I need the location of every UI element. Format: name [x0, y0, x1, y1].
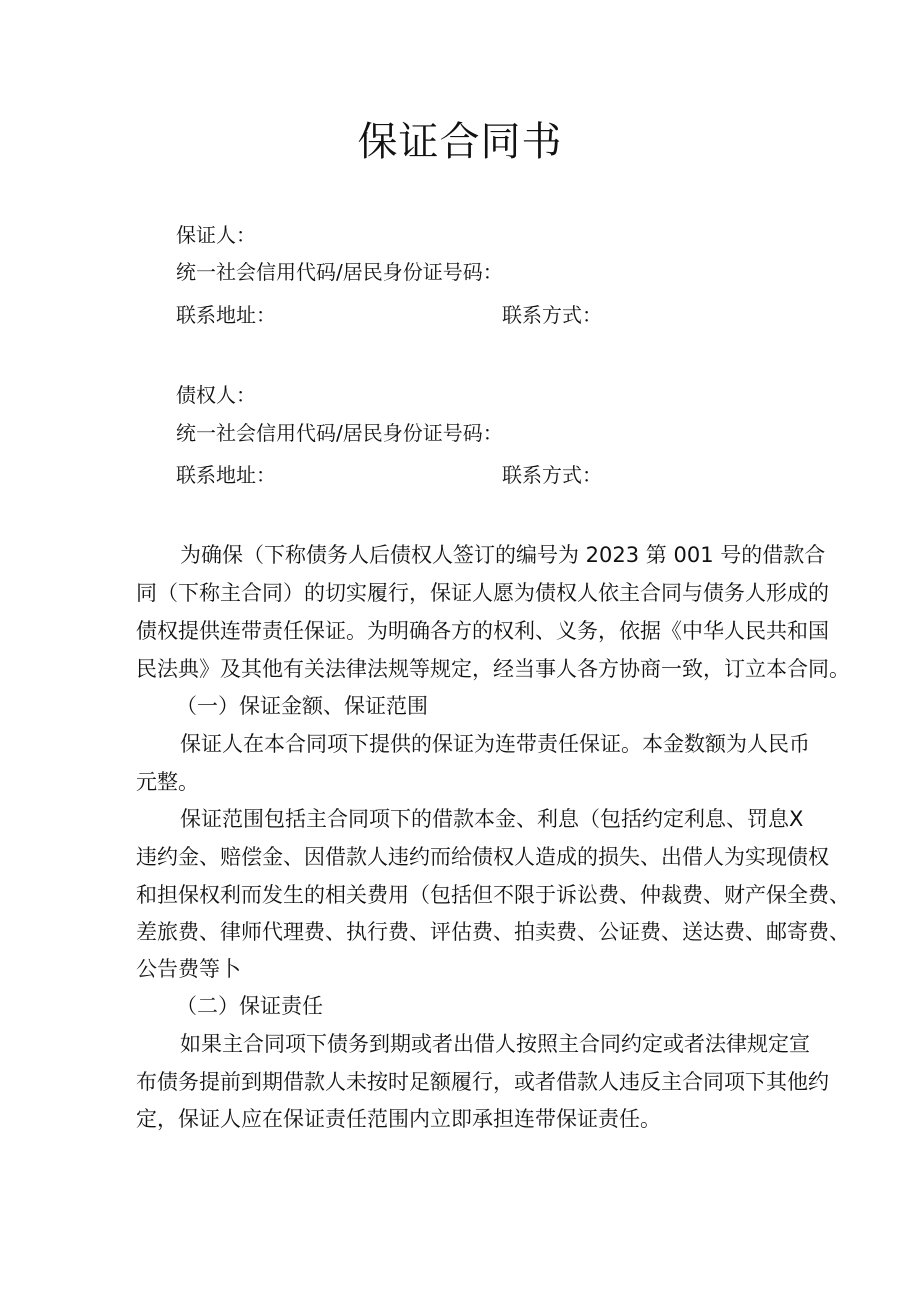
- creditor-address-row: [176, 462, 602, 488]
- paragraph-line: 如果主合同项下债务到期或者出借人按照主合同约定或者法律规定宣: [180, 1032, 810, 1056]
- section-2-heading: （二）保证责任: [176, 994, 323, 1018]
- preamble-line: 为确保（下称债务人后债权人签订的编号为 2023 第 001 号的借款合: [180, 543, 826, 567]
- paragraph-line: 保证范围包括主合同项下的借款本金、利息（包括约定利息、罚息X: [180, 807, 804, 831]
- guarantor-address-label: 联系地址：: [176, 303, 276, 327]
- preamble-line: 民法典》及其他有关法律法规等规定，经当事人各方协商一致，订立本合同。: [136, 657, 850, 681]
- paragraph-line: 差旅费、律师代理费、执行费、评估费、拍卖费、公证费、送达费、邮寄费、: [136, 920, 850, 944]
- guarantor-name-label: 保证人：: [176, 223, 256, 247]
- preamble-line: 同（下称主合同）的切实履行，保证人愿为债权人依主合同与债务人形成的: [136, 581, 829, 605]
- creditor-id-label: 统一社会信用代码/居民身份证号码：: [176, 421, 503, 445]
- creditor-address-label: 联系地址：: [176, 463, 276, 487]
- creditor-name-label: 债权人：: [176, 383, 256, 407]
- paragraph-line: 布债务提前到期借款人未按时足额履行，或者借款人违反主合同项下其他约: [136, 1070, 829, 1094]
- paragraph-line: 元整。: [136, 770, 199, 794]
- document-title: 保证合同书: [357, 119, 563, 165]
- guarantor-address-row: [176, 302, 602, 328]
- paragraph-line: 公告费等卜: [136, 957, 241, 981]
- preamble-line: 债权提供连带责任保证。为明确各方的权利、义务，依据《中华人民共和国: [136, 619, 829, 643]
- paragraph-line: 和担保权利而发生的相关费用（包括但不限于诉讼费、仲裁费、财产保全费、: [136, 883, 850, 907]
- paragraph-line: 定，保证人应在保证责任范围内立即承担连带保证责任。: [136, 1107, 661, 1131]
- guarantor-contact-label: 联系方式：: [502, 303, 602, 327]
- section-1-heading: （一）保证金额、保证范围: [176, 694, 428, 718]
- paragraph-line: 保证人在本合同项下提供的保证为连带责任保证。本金数额为人民币: [180, 732, 810, 756]
- creditor-contact-label: 联系方式：: [502, 463, 602, 487]
- guarantor-id-label: 统一社会信用代码/居民身份证号码：: [176, 260, 503, 284]
- paragraph-line: 违约金、赔偿金、因借款人违约而给债权人造成的损失、出借人为实现债权: [136, 845, 829, 869]
